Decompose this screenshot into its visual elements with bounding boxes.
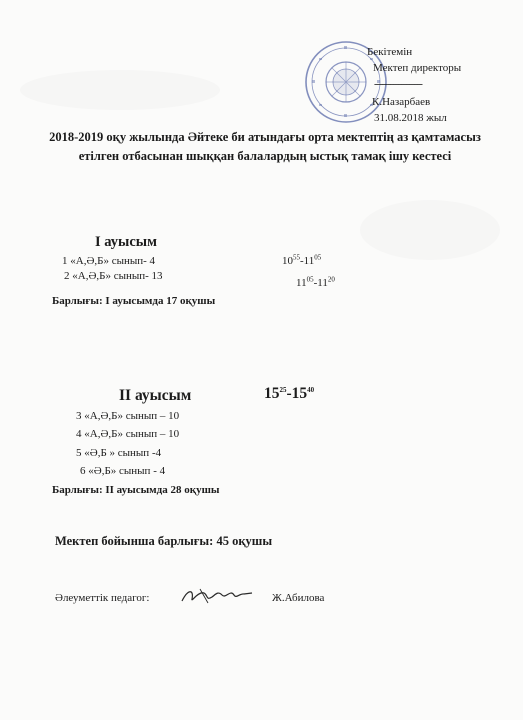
shift2-time: $15^{25}-15^{40}$	[264, 385, 315, 402]
shift2-row-label: 4 «А,Ә,Б» сынып – 10	[76, 428, 180, 440]
shift2-heading: II ауысым	[119, 387, 192, 404]
shift1-row-label: 1 «А,Ә,Б» сынып- 4	[62, 255, 156, 267]
shift2-total: Барлығы: II ауысымда 28 оқушы	[52, 484, 220, 496]
approval-director-name: К.Назарбаев	[372, 96, 431, 108]
shift2-row-label: 6 «Ә,Б» сынып - 4	[80, 465, 166, 477]
social-pedagogue-role: Әлеуметтік педагог:	[55, 592, 150, 604]
social-pedagogue-name: Ж.Абилова	[272, 592, 325, 604]
shift1-row-label: 2 «А,Ә,Б» сынып- 13	[64, 270, 163, 282]
scan-smudge	[360, 200, 500, 260]
shift1-total: Барлығы: I ауысымда 17 оқушы	[52, 295, 216, 307]
shift1-row-time: $11^{05}-11^{20}$	[296, 275, 335, 289]
school-total: Мектеп бойынша барлығы: 45 оқушы	[55, 534, 273, 548]
approval-date: 31.08.2018 жыл	[374, 112, 447, 124]
approval-line-approve: Бекітемін	[367, 46, 413, 58]
shift1-row-time: $10^{55}-11^{05}$	[282, 253, 322, 267]
scan-smudge	[20, 70, 220, 110]
approval-signature-line: ------------------	[374, 78, 422, 90]
approval-line-director: Мектеп директоры	[373, 62, 462, 74]
signature-icon	[178, 585, 268, 607]
shift2-row-label: 5 «Ә,Б » сынып -4	[76, 447, 162, 459]
shift1-heading: I ауысым	[95, 234, 157, 250]
shift2-row-label: 3 «А,Ә,Б» сынып – 10	[76, 410, 180, 422]
document-title: 2018-2019 оқу жылында Әйтеке би атындағы орта мектептің аз қамтамасыз етілген отбасынан шыққан балалардың ыстық тамақ ішу кестесі	[49, 130, 481, 163]
